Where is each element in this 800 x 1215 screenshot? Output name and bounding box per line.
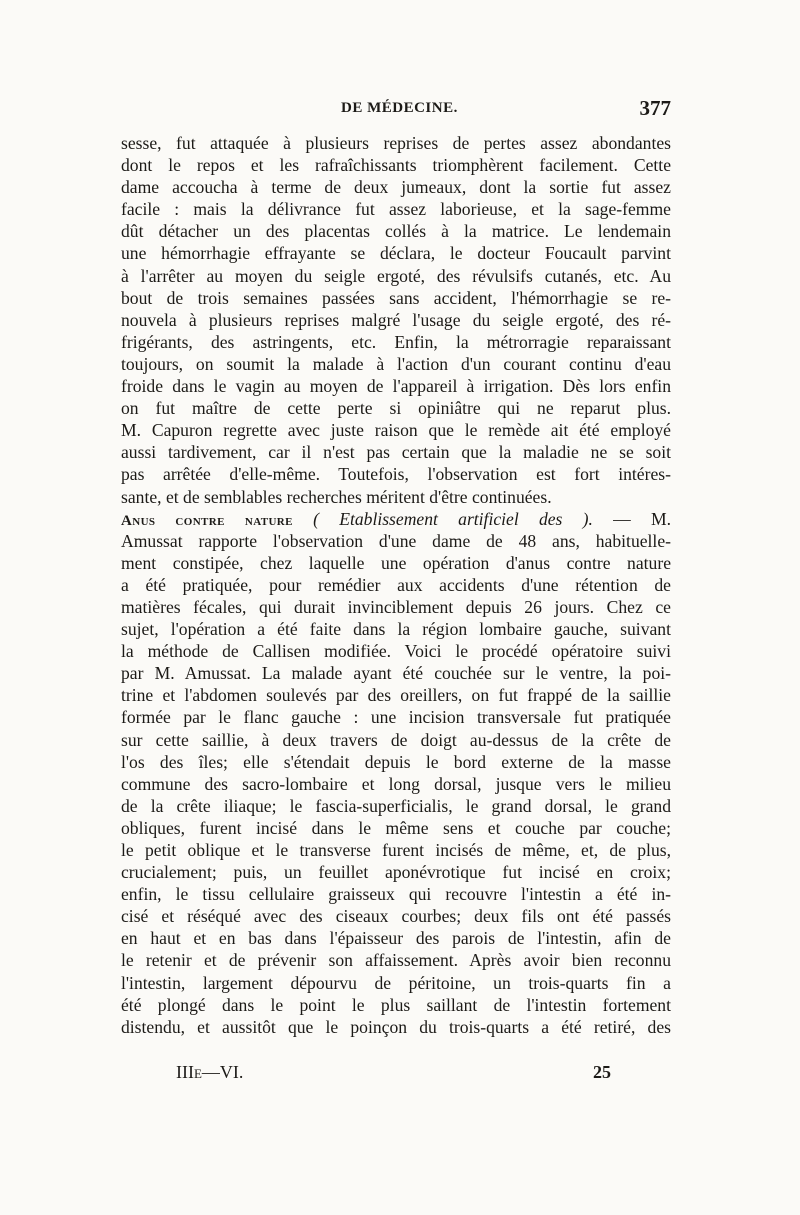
text-line: facile : mais la délivrance fut assez laborieuse, et la sage-femme [121,199,671,220]
text-line: sesse, fut attaquée à plusieurs reprises de pertes assez abondantes [121,133,671,153]
paragraph-anus-contre-nature [121,508,671,1038]
page-number: 377 [639,96,671,120]
text-line: aussi tardivement, car il n'est pas certain que la maladie ne se soit [121,442,671,463]
text-line: obliques, furent incisé dans le même sens et couche par couche; [121,817,671,838]
text-line: à l'arrêter au moyen du seigle ergoté, des révulsifs cutanés, etc. Au [121,265,671,286]
text-line: cisé et réséqué avec des ciseaux courbes; deux fils ont été passés [121,906,671,927]
text-line: pas arrêtée d'elle-même. Toutefois, l'observation est fort intéres- [121,464,671,485]
text-line: sujet, l'opération a été faite dans la région lombaire gauche, suivant [121,619,671,640]
text-line: matières fécales, qui durait invinciblement depuis 26 jours. Chez ce [121,596,671,617]
text-line: distendu, et aussitôt que le poinçon du trois-quarts a été retiré, des [121,1016,671,1037]
sheet-number: 25 [593,1062,611,1082]
text-line: on fut maître de cette perte si opiniâtre qui ne reparut plus. [121,398,671,419]
text-line: le retenir et de prévenir son affaissement. Après avoir bien reconnu [121,950,671,971]
running-head: DE MÉDECINE. [341,100,458,116]
text-line: frigérants, des astringents, etc. Enfin, la métrorragie reparaissant [121,331,671,352]
body-text [121,132,671,1038]
text-line: l'os des îles; elle s'étendait depuis le bord externe de la masse [121,751,671,772]
section-heading-line [121,508,671,530]
section-heading-tail: — M. [613,508,671,529]
text-line: toujours, on soumit la malade à l'action d'un courant continu d'eau [121,353,671,374]
text-line: commune des sacro-lombaire et long dorsal, jusque vers le milieu [121,773,671,794]
text-line: nouvela à plusieurs reprises malgré l'usage du seigle ergoté, des ré- [121,309,671,330]
text-line: le petit oblique et le transverse furent incisés de même, et, de plus, [121,840,671,860]
section-heading: Anus contre nature [121,512,293,529]
text-line: par M. Amussat. La malade ayant été couchée sur le ventre, la poi- [121,663,671,684]
text-line: trine et l'abdomen soulevés par des oreillers, on fut frappé de la saillie [121,685,671,706]
paragraph-capuron [121,132,671,508]
signature-mark: IIIe—VI. [176,1062,244,1082]
text-line: dame accoucha à terme de deux jumeaux, dont la sortie fut assez [121,177,671,198]
text-line: en haut et en bas dans l'épaisseur des parois de l'intestin, afin de [121,928,671,949]
text-line: sur cette saillie, à deux travers de doigt au-dessus de la crête de [121,729,671,750]
text-line: froide dans le vagin au moyen de l'appareil à irrigation. Dès lors enfin [121,376,671,397]
text-line: dont le repos et les rafraîchissants triomphèrent facilement. Cette [121,155,671,176]
text-line: dût détacher un des placentas collés à la matrice. Le lendemain [121,221,671,242]
text-line: l'intestin, largement dépourvu de péritoine, un trois-quarts fin a [121,972,671,993]
text-line: Amussat rapporte l'observation d'une dame de 48 ans, habituelle- [121,530,671,551]
text-line: de la crête iliaque; le fascia-superficialis, le grand dorsal, le grand [121,795,671,816]
text-line: sante, et de semblables recherches méritent d'être continuées. [121,486,552,507]
text-line: bout de trois semaines passées sans accident, l'hémorrhagie se re- [121,287,671,308]
page-footer [121,1062,671,1090]
page-header [121,98,671,128]
text-line: une hémorrhagie effrayante se déclara, le docteur Foucault parvint [121,243,671,264]
text-line: crucialement; puis, un feuillet aponévrotique fut incisé en croix; [121,862,671,883]
text-line: M. Capuron regrette avec juste raison que le remède ait été employé [121,420,671,441]
section-subtitle: ( Etablissement artificiel des ). [313,508,593,529]
text-line: la méthode de Callisen modifiée. Voici le procédé opératoire suivi [121,641,671,662]
text-line: a été pratiquée, pour remédier aux accidents d'une rétention de [121,574,671,595]
text-line: ment constipée, chez laquelle une opération d'anus contre nature [121,552,671,573]
text-line: formée par le flanc gauche : une incision transversale fut pratiquée [121,707,671,728]
text-line: été plongé dans le point le plus saillant de l'intestin fortement [121,994,671,1015]
text-line: enfin, le tissu cellulaire graisseux qui recouvre l'intestin a été in- [121,884,671,905]
